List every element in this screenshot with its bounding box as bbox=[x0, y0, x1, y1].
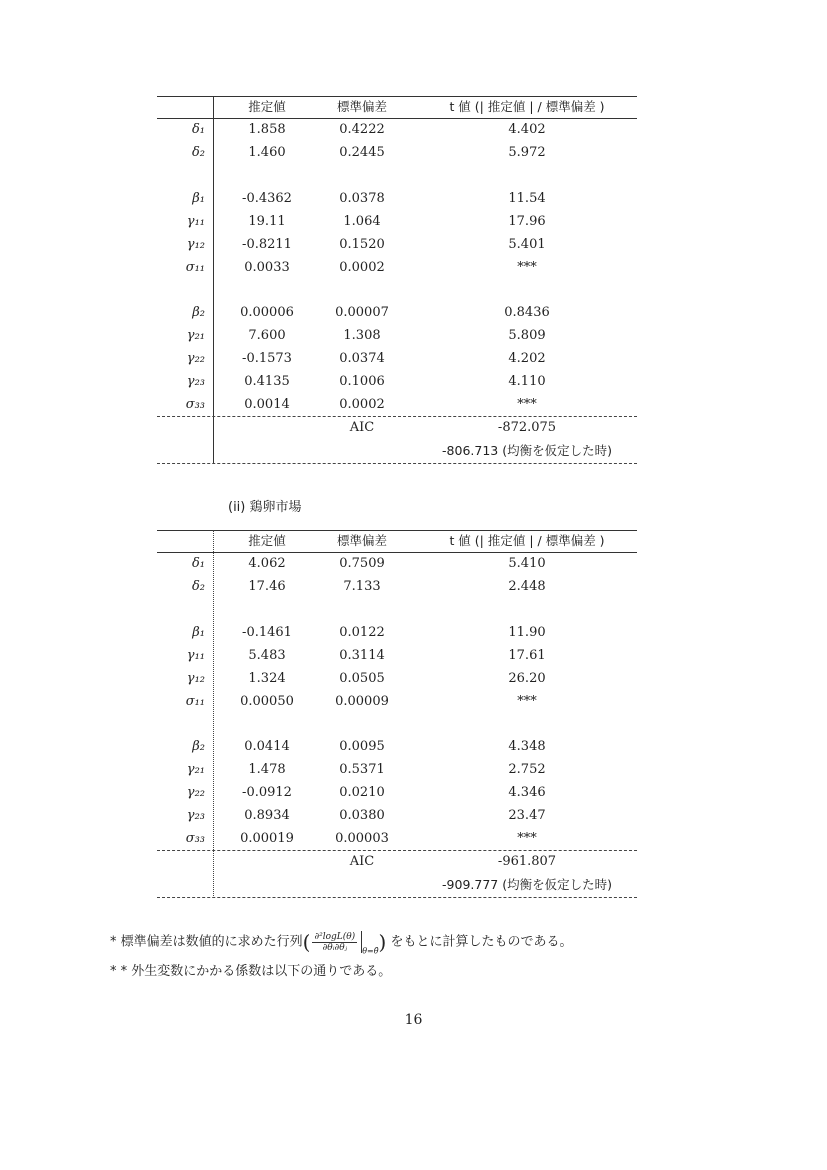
row-label: σ₃₃ bbox=[185, 831, 205, 846]
header-std-dev: 標準偏差 bbox=[336, 99, 387, 114]
table-header-rule bbox=[157, 552, 637, 553]
row-t-value: 11.90 bbox=[508, 625, 546, 640]
row-std-dev: 0.2445 bbox=[339, 145, 385, 160]
row-label: β₂ bbox=[192, 305, 205, 320]
evaluation-point: θ=θ̂ bbox=[362, 946, 379, 956]
open-paren-icon: ( bbox=[302, 930, 311, 954]
row-std-dev: 0.00009 bbox=[335, 694, 389, 709]
row-estimate: 0.00006 bbox=[240, 305, 294, 320]
table-header-rule bbox=[157, 118, 637, 119]
row-std-dev: 0.3114 bbox=[339, 648, 385, 663]
row-label: γ₂₂ bbox=[186, 785, 205, 800]
row-label: γ₂₁ bbox=[186, 762, 205, 777]
row-std-dev: 0.0374 bbox=[339, 351, 385, 366]
row-label: δ₁ bbox=[191, 556, 205, 571]
header-t-value: t 値 (| 推定値 | / 標準偏差 ) bbox=[449, 99, 605, 114]
row-label: γ₂₃ bbox=[186, 374, 205, 389]
row-estimate: -0.1573 bbox=[242, 351, 292, 366]
row-t-value: 23.47 bbox=[508, 808, 546, 823]
row-std-dev: 0.5371 bbox=[339, 762, 385, 777]
aic-equilibrium-value: -909.777 (均衡を仮定した時) bbox=[442, 877, 612, 892]
aic-label: AIC bbox=[349, 420, 375, 435]
row-t-value: 2.448 bbox=[508, 579, 546, 594]
row-t-value: 5.972 bbox=[508, 145, 546, 160]
header-t-value: t 値 (| 推定値 | / 標準偏差 ) bbox=[449, 533, 605, 548]
row-std-dev: 1.308 bbox=[343, 328, 381, 343]
row-t-value: 17.61 bbox=[508, 648, 546, 663]
row-t-value: *** bbox=[517, 694, 537, 709]
row-std-dev: 0.0210 bbox=[339, 785, 385, 800]
row-std-dev: 0.1520 bbox=[339, 237, 385, 252]
row-label: γ₁₁ bbox=[186, 214, 205, 229]
aic-equilibrium-value: -806.713 (均衡を仮定した時) bbox=[442, 443, 612, 458]
hessian-denominator: ∂θᵢ∂θⱼ bbox=[322, 942, 347, 953]
row-t-value: 4.110 bbox=[508, 374, 546, 389]
row-t-value: 11.54 bbox=[508, 191, 546, 206]
row-std-dev: 1.064 bbox=[343, 214, 381, 229]
row-std-dev: 0.1006 bbox=[339, 374, 385, 389]
row-estimate: 17.46 bbox=[248, 579, 286, 594]
row-t-value: 4.202 bbox=[508, 351, 546, 366]
table-caption-egg-market: (ii) 鶏卵市場 bbox=[228, 500, 302, 515]
row-estimate: 0.0014 bbox=[244, 397, 290, 412]
row-std-dev: 7.133 bbox=[343, 579, 381, 594]
aic-value: -961.807 bbox=[497, 854, 557, 869]
row-std-dev: 0.4222 bbox=[339, 122, 385, 137]
row-estimate: 1.478 bbox=[248, 762, 286, 777]
footnote-exogenous: * * 外生変数にかかる係数は以下の通りである。 bbox=[110, 964, 392, 979]
footnote-std-dev bbox=[110, 930, 573, 956]
estimation-table-2 bbox=[157, 530, 637, 900]
row-t-value: 17.96 bbox=[508, 214, 546, 229]
row-label: γ₂₃ bbox=[186, 808, 205, 823]
row-t-value: 0.8436 bbox=[504, 305, 550, 320]
aic-value: -872.075 bbox=[497, 420, 557, 435]
row-std-dev: 0.7509 bbox=[339, 556, 385, 571]
row-estimate: -0.0912 bbox=[242, 785, 292, 800]
header-estimate: 推定値 bbox=[248, 533, 286, 548]
row-t-value: *** bbox=[517, 831, 537, 846]
row-estimate: 0.00019 bbox=[240, 831, 294, 846]
table-aic-rule bbox=[157, 850, 637, 851]
row-estimate: 1.858 bbox=[248, 122, 286, 137]
row-estimate: 1.460 bbox=[248, 145, 286, 160]
page-number: 16 bbox=[404, 1012, 423, 1028]
row-t-value: 5.401 bbox=[508, 237, 546, 252]
row-std-dev: 0.0505 bbox=[339, 671, 385, 686]
row-t-value: 4.348 bbox=[508, 739, 546, 754]
table-label-divider bbox=[213, 530, 214, 896]
estimation-table-1 bbox=[157, 96, 637, 466]
row-estimate: 0.00050 bbox=[240, 694, 294, 709]
row-estimate: -0.8211 bbox=[242, 237, 292, 252]
row-estimate: 1.324 bbox=[248, 671, 286, 686]
close-paren-icon: ) bbox=[378, 930, 387, 954]
hessian-numerator: ∂²logL(θ) bbox=[314, 931, 356, 942]
table-bottom-rule bbox=[157, 463, 637, 464]
row-label: γ₂₂ bbox=[186, 351, 205, 366]
row-label: γ₁₂ bbox=[186, 237, 205, 252]
hessian-fraction bbox=[312, 932, 357, 953]
row-t-value: 4.346 bbox=[508, 785, 546, 800]
row-label: β₁ bbox=[192, 191, 205, 206]
row-std-dev: 0.0095 bbox=[339, 739, 385, 754]
row-std-dev: 0.0380 bbox=[339, 808, 385, 823]
row-estimate: 19.11 bbox=[248, 214, 286, 229]
row-t-value: 26.20 bbox=[508, 671, 546, 686]
row-estimate: 4.062 bbox=[248, 556, 286, 571]
row-label: β₂ bbox=[192, 739, 205, 754]
row-std-dev: 0.0002 bbox=[339, 260, 385, 275]
row-estimate: 0.8934 bbox=[244, 808, 290, 823]
row-estimate: 0.0033 bbox=[244, 260, 290, 275]
row-label: γ₁₂ bbox=[186, 671, 205, 686]
row-t-value: 4.402 bbox=[508, 122, 546, 137]
footnote-1-prefix: * 標準偏差は数値的に求めた行列 bbox=[110, 934, 303, 950]
aic-label: AIC bbox=[349, 854, 375, 869]
header-estimate: 推定値 bbox=[248, 99, 286, 114]
row-estimate: 0.4135 bbox=[244, 374, 290, 389]
table-top-rule bbox=[157, 530, 637, 531]
row-label: γ₂₁ bbox=[186, 328, 205, 343]
row-label: δ₂ bbox=[191, 145, 205, 160]
row-estimate: -0.4362 bbox=[242, 191, 292, 206]
row-label: β₁ bbox=[192, 625, 205, 640]
table-label-divider bbox=[213, 96, 214, 464]
row-t-value: *** bbox=[517, 397, 537, 412]
row-t-value: 2.752 bbox=[508, 762, 546, 777]
row-label: σ₁₁ bbox=[185, 694, 205, 709]
table-bottom-rule bbox=[157, 897, 637, 898]
row-std-dev: 0.0378 bbox=[339, 191, 385, 206]
footnote-1-suffix: をもとに計算したものである。 bbox=[390, 934, 573, 950]
row-estimate: -0.1461 bbox=[242, 625, 292, 640]
row-t-value: 5.410 bbox=[508, 556, 546, 571]
header-std-dev: 標準偏差 bbox=[336, 533, 387, 548]
row-estimate: 7.600 bbox=[248, 328, 286, 343]
row-label: δ₂ bbox=[191, 579, 205, 594]
row-std-dev: 0.0002 bbox=[339, 397, 385, 412]
row-label: σ₁₁ bbox=[185, 260, 205, 275]
table-top-rule bbox=[157, 96, 637, 97]
row-label: γ₁₁ bbox=[186, 648, 205, 663]
row-label: δ₁ bbox=[191, 122, 205, 137]
row-std-dev: 0.00007 bbox=[335, 305, 389, 320]
row-estimate: 0.0414 bbox=[244, 739, 290, 754]
row-label: σ₃₃ bbox=[185, 397, 205, 412]
row-t-value: *** bbox=[517, 260, 537, 275]
table-aic-rule bbox=[157, 416, 637, 417]
row-estimate: 5.483 bbox=[248, 648, 286, 663]
row-std-dev: 0.00003 bbox=[335, 831, 389, 846]
row-std-dev: 0.0122 bbox=[339, 625, 385, 640]
row-t-value: 5.809 bbox=[508, 328, 546, 343]
